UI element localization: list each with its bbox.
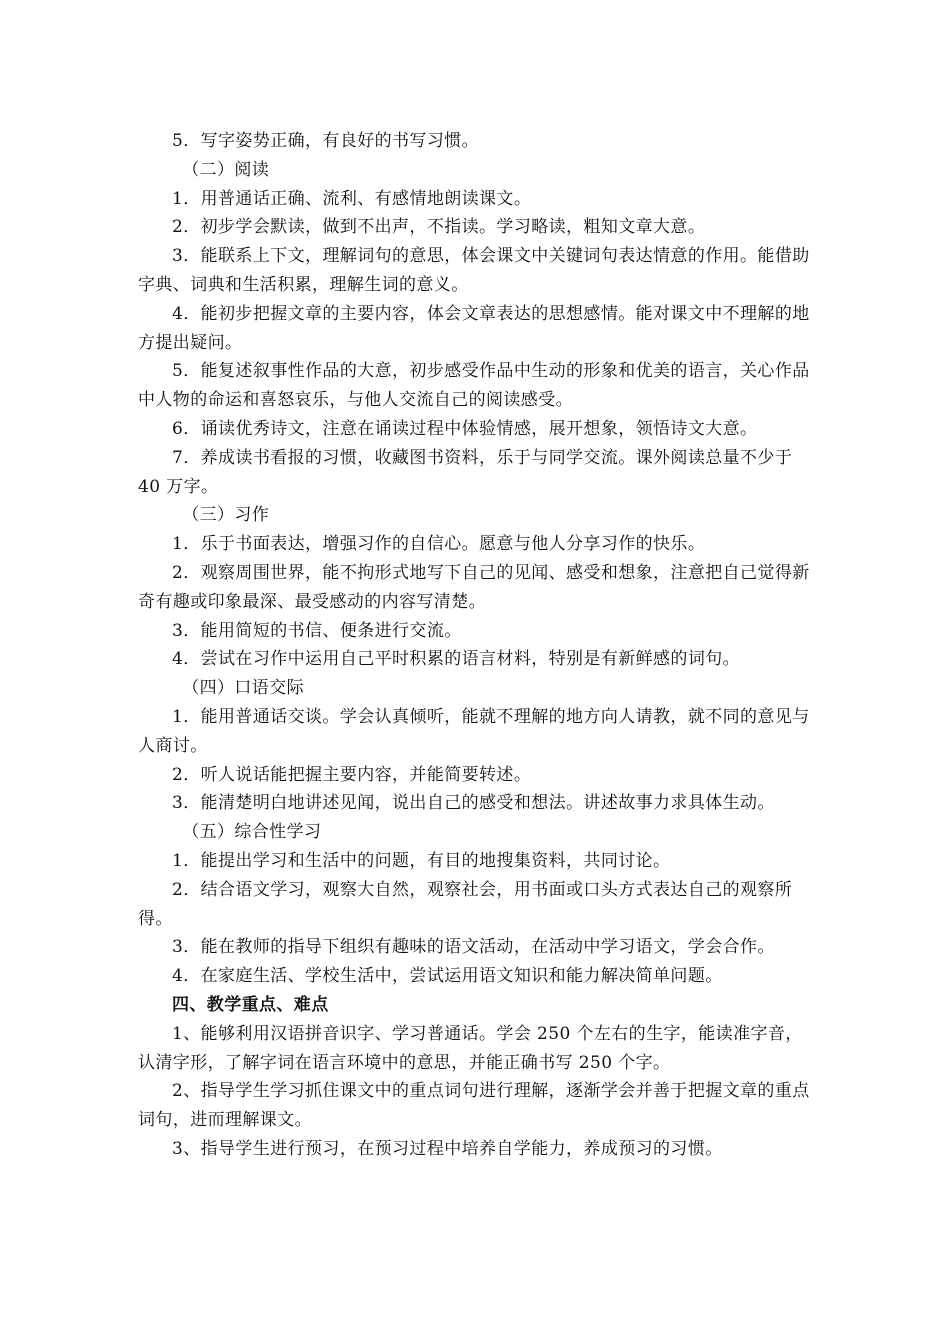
paragraph: 1．能提出学习和生活中的问题，有目的地搜集资料，共同讨论。: [172, 850, 671, 871]
paragraph: 4．在家庭生活、学校生活中，尝试运用语文知识和能力解决简单问题。: [172, 966, 723, 987]
paragraph: 3．能清楚明白地讲述见闻，说出自己的感受和想法。讲述故事力求具体生动。: [172, 793, 775, 814]
chapter-heading: 四、教学重点、难点: [172, 994, 329, 1015]
paragraph: 1．乐于书面表达，增强习作的自信心。愿意与他人分享习作的快乐。: [172, 534, 706, 555]
paragraph: 2．结合语文学习，观察大自然，观察社会，用书面或口头方式表达自己的观察所得。: [138, 879, 793, 929]
section-heading: （五）综合性学习: [182, 822, 322, 843]
paragraph: 1、能够利用汉语拼音识字、学习普通话。学会 250 个左右的生字，能读准字音，认清字形，了解字词在语言环境中的意思，并能正确书写 250 个字。: [138, 1023, 803, 1073]
paragraph: 2、指导学生学习抓住课文中的重点词句进行理解，逐渐学会并善于把握文章的重点词句，进而理解课文。: [138, 1081, 810, 1131]
paragraph: 2．听人说话能把握主要内容，并能简要转述。: [172, 764, 532, 785]
paragraph: 3、指导学生进行预习，在预习过程中培养自学能力，养成预习的习惯。: [172, 1138, 723, 1159]
paragraph: 7．养成读书看报的习惯，收藏图书资料，乐于与同学交流。课外阅读总量不少于 40 万字。: [138, 447, 793, 497]
paragraph: 3．能在教师的指导下组织有趣味的语文活动，在活动中学习语文，学会合作。: [172, 937, 775, 958]
paragraph: 2．初步学会默读，做到不出声，不指读。学习略读，粗知文章大意。: [172, 217, 706, 238]
document-body: [138, 127, 818, 1164]
paragraph: 4．尝试在习作中运用自己平时积累的语言材料，特别是有新鲜感的词句。: [172, 649, 741, 670]
section-heading: （三）习作: [182, 505, 270, 526]
paragraph: 1．能用普通话交谈。学会认真倾听，能就不理解的地方向人请教，就不同的意见与人商讨。: [138, 706, 810, 756]
paragraph: 3．能用简短的书信、便条进行交流。: [172, 620, 462, 641]
paragraph: 5．能复述叙事性作品的大意，初步感受作品中生动的形象和优美的语言，关心作品中人物的命运和喜怒哀乐，与他人交流自己的阅读感受。: [138, 361, 810, 411]
paragraph: 3．能联系上下文，理解词句的意思，体会课文中关键词句表达情意的作用。能借助字典、词典和生活积累，理解生词的意义。: [138, 246, 810, 295]
paragraph: 5．写字姿势正确，有良好的书写习惯。: [172, 131, 480, 151]
paragraph: 4．能初步把握文章的主要内容，体会文章表达的思想感情。能对课文中不理解的地方提出疑问。: [138, 303, 810, 353]
section-heading: （四）口语交际: [182, 678, 304, 699]
paragraph: 1．用普通话正确、流利、有感情地朗读课文。: [172, 188, 532, 209]
paragraph: 6．诵读优秀诗文，注意在诵读过程中体验情感，展开想象，领悟诗文大意。: [172, 418, 758, 439]
section-heading: （二）阅读: [182, 159, 270, 180]
paragraph: 2．观察周围世界，能不拘形式地写下自己的见闻、感受和想象，注意把自己觉得新奇有趣或印象最深、最受感动的内容写清楚。: [138, 562, 810, 612]
